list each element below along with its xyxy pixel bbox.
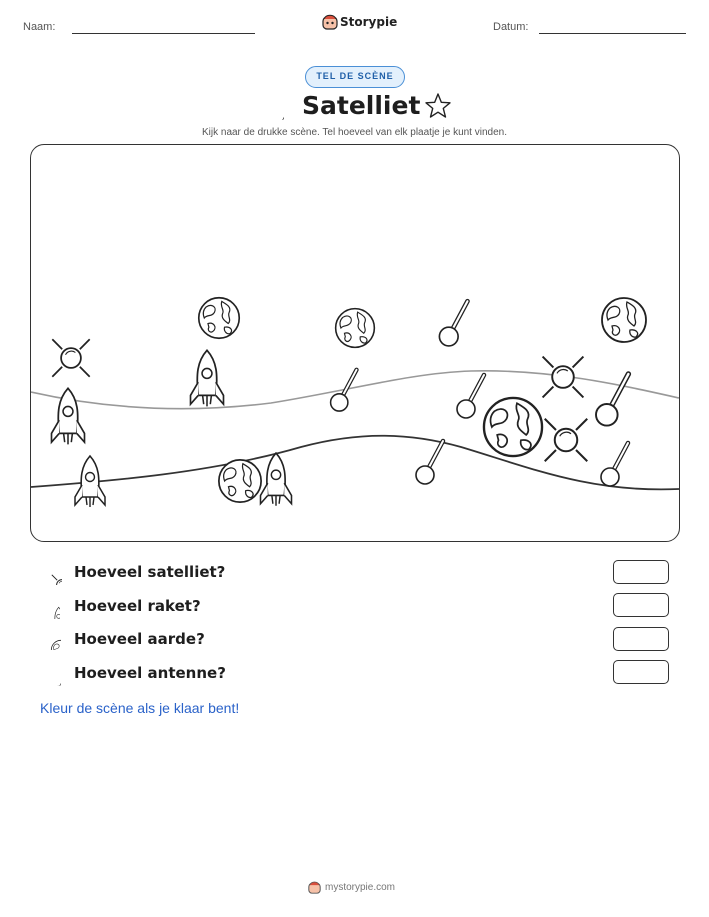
satellite-icon <box>545 419 588 462</box>
question-label: Hoeveel antenne? <box>74 664 226 682</box>
question-label: Hoeveel raket? <box>74 597 201 615</box>
question-label: Hoeveel aarde? <box>74 630 205 648</box>
storypie-mascot-icon <box>308 880 321 895</box>
name-label: Naam: <box>23 21 56 33</box>
earth-icon <box>336 309 375 348</box>
question-row-antenna <box>38 660 678 684</box>
footer-url[interactable]: mystorypie.com <box>325 882 396 893</box>
answer-box[interactable] <box>613 560 669 584</box>
earth-icon <box>484 398 542 456</box>
antenna-icon <box>258 90 284 120</box>
antenna-icon <box>416 441 443 484</box>
earth-icon <box>199 298 239 338</box>
antenna-icon <box>39 660 61 686</box>
antenna-icon <box>439 301 467 346</box>
question-label: Hoeveel satelliet? <box>74 563 226 581</box>
rocket-icon <box>261 453 292 506</box>
rocket-icon <box>191 350 224 406</box>
page-title: Satelliet <box>302 91 421 120</box>
answer-box[interactable] <box>613 660 669 684</box>
earth-icon <box>39 628 61 650</box>
earth-icon <box>219 460 261 502</box>
antenna-icon <box>457 375 484 418</box>
scene-frame <box>30 144 680 542</box>
question-row-rocket <box>38 593 678 617</box>
rocket-icon <box>40 593 60 619</box>
date-field[interactable] <box>539 33 686 34</box>
hill-line-lower <box>31 436 679 490</box>
brand-name: Storypie <box>340 15 398 29</box>
answer-box[interactable] <box>613 593 669 617</box>
section-badge: TEL DE SCÈNE <box>305 66 405 88</box>
storypie-mascot-icon <box>322 13 338 31</box>
satellite-icon <box>38 561 62 585</box>
brand-logo <box>322 13 402 33</box>
satellite-icon <box>52 339 89 376</box>
coloring-note: Kleur de scène als je klaar bent! <box>40 700 240 716</box>
date-label: Datum: <box>493 21 529 33</box>
scene-illustration <box>31 145 679 541</box>
instruction-text: Kijk naar de drukke scène. Tel hoeveel van elk plaatje je kunt vinden. <box>201 127 507 138</box>
question-row-satellite <box>38 560 678 584</box>
antenna-icon <box>331 370 357 411</box>
antenna-icon <box>601 443 628 486</box>
star-icon <box>424 92 452 120</box>
name-field[interactable] <box>72 33 255 34</box>
satellite-icon <box>543 357 584 398</box>
answer-box[interactable] <box>613 627 669 651</box>
earth-icon <box>602 298 646 342</box>
footer <box>308 880 408 896</box>
question-row-earth <box>38 627 678 651</box>
